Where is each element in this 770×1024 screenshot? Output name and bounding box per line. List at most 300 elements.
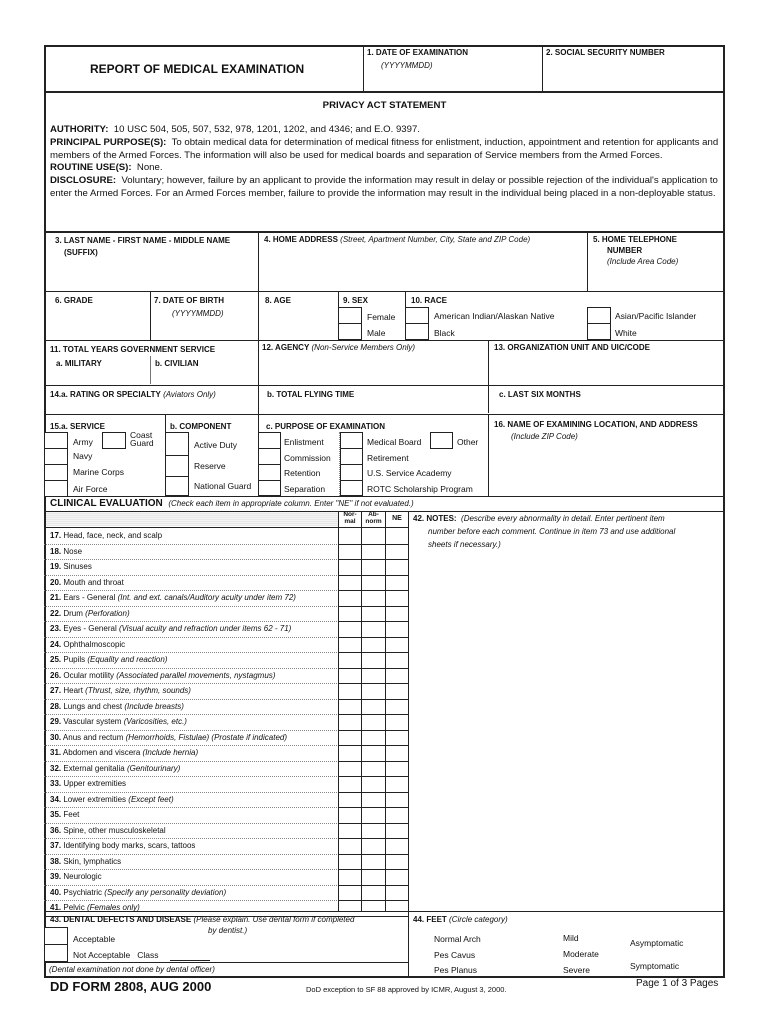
component-guard-checkbox[interactable]	[165, 476, 189, 496]
clinical-item-row	[46, 714, 339, 730]
service-army-checkbox[interactable]	[44, 432, 68, 449]
purpose-academy-label: U.S. Service Academy	[367, 468, 452, 478]
item-text: Lungs and chest	[63, 701, 123, 711]
sex-female-checkbox[interactable]	[338, 307, 362, 324]
item-normal-checkbox[interactable]	[339, 637, 361, 653]
item-number: 37.	[50, 841, 62, 850]
divider	[44, 231, 725, 233]
item-ne-checkbox[interactable]	[386, 575, 408, 591]
feet-severe[interactable]: Severe	[563, 965, 590, 975]
military-years-input[interactable]	[46, 370, 149, 384]
item-abnormal-checkbox[interactable]	[362, 683, 385, 699]
item-ne-checkbox[interactable]	[386, 761, 408, 777]
item-number: 24.	[50, 639, 62, 649]
col-ne: NE	[392, 515, 402, 522]
item-number: 33.	[50, 779, 62, 788]
field-5-label: 5. HOME TELEPHONE	[593, 235, 678, 244]
item-number: 36.	[50, 825, 62, 835]
component-reserve-checkbox[interactable]	[165, 455, 189, 477]
item-normal-checkbox[interactable]	[339, 776, 361, 792]
field-15b-label: b. COMPONENT	[170, 422, 232, 431]
item-abnormal-checkbox[interactable]	[362, 590, 385, 606]
item-normal-checkbox[interactable]	[339, 714, 361, 730]
clinical-item-row	[46, 776, 339, 792]
item-normal-checkbox[interactable]	[339, 590, 361, 606]
privacy-title: PRIVACY ACT STATEMENT	[322, 100, 447, 111]
item-text: External genitalia	[63, 763, 125, 773]
item-number: 27.	[50, 686, 62, 695]
dental-hint-2: by dentist.)	[208, 926, 248, 935]
item-ne-checkbox[interactable]	[386, 714, 408, 730]
ssn-input[interactable]	[544, 60, 722, 91]
field-13-label: 13. ORGANIZATION UNIT AND UIC/CODE	[494, 343, 651, 352]
form-id: DD FORM 2808, AUG 2000	[50, 979, 212, 994]
divider	[488, 414, 489, 496]
flying-time-input[interactable]	[260, 400, 487, 413]
race-white-checkbox[interactable]	[587, 323, 611, 340]
age-input[interactable]	[260, 308, 337, 339]
item-number: 30.	[50, 732, 62, 742]
clinical-item-row	[46, 838, 339, 854]
dental-not-acceptable-checkbox[interactable]	[44, 944, 68, 962]
item-number: 38.	[50, 856, 62, 866]
purpose-retention-checkbox[interactable]	[258, 464, 281, 481]
home-address-input[interactable]	[260, 248, 586, 290]
clinical-item-row	[46, 668, 339, 684]
item-ne-checkbox[interactable]	[386, 745, 408, 761]
divider	[44, 91, 725, 93]
field-10-label: 10. RACE	[411, 296, 448, 305]
field-16-hint: (Include ZIP Code)	[511, 432, 578, 441]
item-text: Mouth and throat	[63, 577, 124, 587]
race-asian-label: Asian/Pacific Islander	[615, 311, 697, 321]
item-ne-checkbox[interactable]	[386, 854, 408, 870]
service-navy-label: Navy	[73, 451, 93, 461]
purpose-medical-board-label: Medical Board	[367, 437, 422, 447]
item-ne-checkbox[interactable]	[386, 683, 408, 699]
item-normal-checkbox[interactable]	[339, 699, 361, 715]
item-hint: (Include hernia)	[142, 748, 199, 757]
name-input[interactable]	[46, 260, 257, 290]
item-text: Ears - General	[63, 593, 116, 602]
item-abnormal-checkbox[interactable]	[362, 699, 385, 715]
purpose-medical-board-checkbox[interactable]	[340, 432, 363, 449]
item-number: 25.	[50, 655, 62, 664]
item-normal-checkbox[interactable]	[339, 807, 361, 823]
service-marine-label: Marine Corps	[73, 467, 125, 477]
purpose-rotc-checkbox[interactable]	[340, 480, 363, 496]
item-text: Psychiatric	[63, 887, 103, 897]
item-normal-checkbox[interactable]	[339, 544, 361, 560]
item-hint: (Equality and reaction)	[87, 655, 168, 664]
routine-label: ROUTINE USE(S):	[50, 162, 132, 174]
component-active-label: Active Duty	[194, 440, 237, 450]
item-normal-checkbox[interactable]	[339, 869, 361, 885]
notes-hint-1: (Describe every abnormality in detail. Enter pertinent item	[461, 514, 665, 523]
item-hint: (Thrust, size, rhythm, sounds)	[85, 686, 191, 695]
item-abnormal-checkbox[interactable]	[362, 885, 385, 901]
field-11a-label: a. MILITARY	[56, 359, 102, 368]
item-hint: (Int. and ext. canals/Auditory acuity under item 72)	[117, 593, 296, 602]
item-text: Upper extremities	[63, 779, 127, 788]
item-ne-checkbox[interactable]	[386, 559, 408, 575]
notes-hint-3: sheets if necessary.)	[428, 540, 501, 549]
race-american-indian-checkbox[interactable]	[405, 307, 429, 324]
item-number: 20.	[50, 577, 62, 587]
purpose-academy-checkbox[interactable]	[340, 464, 363, 481]
feet-symptomatic[interactable]: Symptomatic	[630, 961, 680, 971]
sex-male-label: Male	[367, 328, 386, 338]
clinical-instructions: (Check each item in appropriate column. Enter "NE" if not evaluated.)	[168, 499, 414, 508]
item-abnormal-checkbox[interactable]	[362, 575, 385, 591]
purpose-retention-label: Retention	[284, 468, 321, 478]
item-number: 40.	[50, 887, 62, 897]
divider	[44, 340, 725, 341]
race-black-label: Black	[434, 328, 455, 338]
clinical-item-row	[46, 528, 339, 544]
field-3-sub: (SUFFIX)	[64, 248, 98, 257]
clinical-item-row	[46, 606, 339, 622]
divider	[44, 911, 725, 912]
privacy-statement	[50, 124, 722, 201]
item-number: 18.	[50, 546, 62, 556]
item-normal-checkbox[interactable]	[339, 823, 361, 839]
item-normal-checkbox[interactable]	[339, 761, 361, 777]
dental-class-input[interactable]	[170, 958, 210, 961]
field-14a-hint: (Aviators Only)	[163, 390, 216, 399]
item-normal-checkbox[interactable]	[339, 792, 361, 808]
feet-moderate[interactable]: Moderate	[563, 949, 599, 959]
divider	[488, 340, 489, 413]
clinical-item-row	[46, 683, 339, 699]
field-5-hint: (Include Area Code)	[607, 257, 679, 266]
item-ne-checkbox[interactable]	[386, 528, 408, 544]
item-normal-checkbox[interactable]	[339, 528, 361, 544]
field-5-label2: NUMBER	[607, 246, 643, 255]
item-abnormal-checkbox[interactable]	[362, 869, 385, 885]
purpose-enlistment-checkbox[interactable]	[258, 432, 281, 449]
col-abnorm-1: Ab-	[368, 511, 379, 518]
item-ne-checkbox[interactable]	[386, 621, 408, 637]
item-hint: (Include breasts)	[124, 701, 184, 711]
item-ne-checkbox[interactable]	[386, 730, 408, 746]
dental-footnote: (Dental examination not done by dental officer)	[49, 965, 215, 974]
item-number: 17.	[50, 531, 62, 540]
feet-normal-arch[interactable]: Normal Arch	[434, 934, 481, 944]
organization-input[interactable]	[490, 355, 722, 384]
race-black-checkbox[interactable]	[405, 323, 429, 340]
item-number: 21.	[50, 593, 62, 602]
feet-mild[interactable]: Mild	[563, 933, 579, 943]
race-american-indian-label: American Indian/Alaskan Native	[434, 311, 555, 321]
item-normal-checkbox[interactable]	[339, 621, 361, 637]
clinical-item-row	[46, 792, 339, 808]
item-number: 28.	[50, 701, 62, 711]
divider	[408, 511, 409, 976]
item-abnormal-checkbox[interactable]	[362, 730, 385, 746]
item-text: Skin, lymphatics	[63, 856, 122, 866]
item-abnormal-checkbox[interactable]	[362, 637, 385, 653]
component-guard-label: National Guard	[194, 481, 252, 491]
clinical-item-row	[46, 699, 339, 715]
purpose-rotc-label: ROTC Scholarship Program	[367, 484, 473, 494]
date-of-exam-label: 1. DATE OF EXAMINATION	[367, 48, 469, 57]
disclosure-label: DISCLOSURE:	[50, 175, 117, 187]
field-6-label: 6. GRADE	[55, 296, 93, 305]
clinical-item-row	[46, 575, 339, 591]
date-of-exam-hint: (YYYYMMDD)	[381, 61, 433, 70]
item-abnormal-checkbox[interactable]	[362, 807, 385, 823]
divider	[587, 231, 588, 291]
item-normal-checkbox[interactable]	[339, 668, 361, 684]
field-14b-label: b. TOTAL FLYING TIME	[267, 390, 355, 399]
service-army-label: Army	[73, 437, 93, 447]
item-normal-checkbox[interactable]	[339, 885, 361, 901]
item-text: Feet	[63, 810, 80, 819]
item-abnormal-checkbox[interactable]	[362, 528, 385, 544]
authority-label: AUTHORITY:	[50, 124, 109, 135]
item-abnormal-checkbox[interactable]	[362, 621, 385, 637]
item-ne-checkbox[interactable]	[386, 637, 408, 653]
item-abnormal-checkbox[interactable]	[362, 745, 385, 761]
col-abnorm-2: norm	[365, 517, 382, 525]
item-number: 26.	[50, 670, 62, 680]
item-normal-checkbox[interactable]	[339, 559, 361, 575]
item-text: Drum	[63, 608, 83, 618]
field-15c-label: c. PURPOSE OF EXAMINATION	[266, 422, 385, 431]
examining-location-input[interactable]	[490, 444, 722, 495]
clinical-item-row	[46, 544, 339, 560]
item-ne-checkbox[interactable]	[386, 869, 408, 885]
dental-hint-1: (Please explain. Use dental form if completed	[193, 915, 355, 924]
item-abnormal-checkbox[interactable]	[362, 776, 385, 792]
field-3-label: 3. LAST NAME - FIRST NAME - MIDDLE NAME	[55, 236, 231, 245]
item-abnormal-checkbox[interactable]	[362, 559, 385, 575]
purpose-other-label: Other	[457, 437, 479, 447]
service-airforce-checkbox[interactable]	[44, 480, 68, 497]
component-reserve-label: Reserve	[194, 461, 226, 471]
divider	[44, 962, 409, 963]
item-hint: (Hemorrhoids, Fistulae) (Prostate if indicated)	[125, 732, 288, 742]
purpose-separation-checkbox[interactable]	[258, 480, 281, 496]
field-11b-label: b. CIVILIAN	[155, 359, 199, 368]
service-coast-label: Coast	[130, 430, 153, 440]
field-7-hint: (YYYYMMDD)	[172, 309, 224, 318]
sex-female-label: Female	[367, 312, 396, 322]
item-normal-checkbox[interactable]	[339, 652, 361, 668]
item-text: Ophthalmoscopic	[63, 639, 126, 649]
purpose-other-checkbox[interactable]	[430, 432, 453, 449]
grade-input[interactable]	[46, 308, 149, 339]
item-hint: (Specify any personality deviation)	[104, 887, 227, 897]
item-text: Vascular system	[63, 717, 122, 726]
field-15a-label: 15.a. SERVICE	[50, 422, 105, 431]
item-text: Nose	[63, 546, 83, 556]
clinical-item-row	[46, 885, 339, 901]
clinical-item-row	[46, 637, 339, 653]
notes-hint-2: number before each comment. Continue in item 73 and use additional	[428, 527, 676, 536]
purpose-retirement-checkbox[interactable]	[340, 448, 363, 465]
service-coast-guard-checkbox[interactable]	[102, 432, 126, 449]
item-hint: (Genitourinary)	[126, 763, 181, 773]
item-ne-checkbox[interactable]	[386, 838, 408, 854]
header-shade	[46, 512, 338, 526]
feet-label: 44. FEET	[413, 915, 447, 924]
date-of-birth-input[interactable]	[152, 320, 257, 339]
clinical-item-row	[46, 730, 339, 746]
race-asian-checkbox[interactable]	[587, 307, 611, 324]
divider	[44, 385, 725, 386]
item-ne-checkbox[interactable]	[386, 544, 408, 560]
clinical-item-row	[46, 761, 339, 777]
form-title: REPORT OF MEDICAL EXAMINATION	[90, 62, 305, 76]
item-hint: (Perforation)	[85, 608, 130, 618]
item-text: Pelvic	[63, 903, 85, 912]
item-ne-checkbox[interactable]	[386, 652, 408, 668]
home-phone-input[interactable]	[589, 268, 722, 290]
field-11-label: 11. TOTAL YEARS GOVERNMENT SERVICE	[50, 345, 216, 354]
field-16-label: 16. NAME OF EXAMINING LOCATION, AND ADDRESS	[494, 420, 698, 429]
purpose-commission-label: Commission	[284, 453, 331, 463]
feet-pes-planus[interactable]: Pes Planus	[434, 965, 477, 975]
item-number: 32.	[50, 763, 62, 773]
sex-male-checkbox[interactable]	[338, 323, 362, 340]
dental-acceptable-checkbox[interactable]	[44, 927, 68, 945]
purpose-text: To obtain medical data for determination of medical fitness for enlistment, induction, appointment and retention for applicants and members of the Armed Forces. The information will also be used for medical boards and separation of Service members from the Armed Forces.	[50, 136, 719, 161]
purpose-commission-checkbox[interactable]	[258, 448, 281, 465]
feet-pes-cavus[interactable]: Pes Cavus	[434, 950, 476, 960]
clinical-item-row	[46, 807, 339, 823]
item-hint: (Varicosities, etc.)	[123, 717, 187, 726]
item-ne-checkbox[interactable]	[386, 668, 408, 684]
item-ne-checkbox[interactable]	[386, 823, 408, 839]
service-marine-checkbox[interactable]	[44, 464, 68, 481]
item-ne-checkbox[interactable]	[386, 792, 408, 808]
service-airforce-label: Air Force	[73, 484, 108, 494]
clinical-item-row	[46, 823, 339, 839]
last-six-months-input[interactable]	[490, 400, 722, 413]
item-text: Spine, other musculoskeletal	[63, 825, 166, 835]
rating-input[interactable]	[46, 400, 257, 413]
item-number: 34.	[50, 794, 62, 804]
item-hint: (Females only)	[86, 903, 140, 912]
field-4-label: 4. HOME ADDRESS	[264, 235, 338, 244]
frame-top	[44, 45, 725, 47]
item-ne-checkbox[interactable]	[386, 885, 408, 901]
clinical-title: CLINICAL EVALUATION	[50, 498, 163, 509]
civilian-years-input[interactable]	[152, 370, 257, 384]
item-text: Pupils	[63, 655, 86, 664]
item-text: Eyes - General	[63, 624, 117, 633]
clinical-item-row	[46, 745, 339, 761]
item-ne-checkbox[interactable]	[386, 807, 408, 823]
clinical-item-row	[46, 652, 339, 668]
field-14a-label: 14.a. RATING OR SPECIALTY	[50, 390, 161, 399]
item-text: Neurologic	[63, 872, 102, 881]
agency-input[interactable]	[260, 355, 487, 384]
item-number: 29.	[50, 717, 62, 726]
item-abnormal-checkbox[interactable]	[362, 900, 385, 916]
dental-label: 43. DENTAL DEFECTS AND DISEASE	[50, 915, 192, 924]
item-text: Identifying body marks, scars, tattoos	[63, 841, 196, 850]
item-abnormal-checkbox[interactable]	[362, 652, 385, 668]
notes-textarea[interactable]	[410, 552, 722, 910]
item-normal-checkbox[interactable]	[339, 745, 361, 761]
field-12-label: 12. AGENCY	[262, 343, 310, 352]
form-exception-note: DoD exception to SF 88 approved by ICMR, August 3, 2000.	[306, 985, 507, 994]
item-normal-checkbox[interactable]	[339, 900, 361, 916]
divider	[44, 291, 725, 292]
clinical-item-row	[46, 559, 339, 575]
item-abnormal-checkbox[interactable]	[362, 761, 385, 777]
field-12-hint: (Non-Service Members Only)	[311, 343, 416, 352]
date-of-exam-input[interactable]	[364, 72, 541, 91]
divider	[150, 356, 151, 384]
purpose-retirement-label: Retirement	[367, 453, 409, 463]
item-ne-checkbox[interactable]	[386, 900, 408, 916]
field-8-label: 8. AGE	[265, 296, 291, 305]
item-abnormal-checkbox[interactable]	[362, 714, 385, 730]
purpose-separation-label: Separation	[284, 484, 326, 494]
clinical-item-row	[46, 590, 339, 606]
clinical-item-row	[46, 854, 339, 870]
item-abnormal-checkbox[interactable]	[362, 606, 385, 622]
item-ne-checkbox[interactable]	[386, 699, 408, 715]
field-4-hint: (Street, Apartment Number, City, State and ZIP Code)	[340, 235, 531, 244]
item-normal-checkbox[interactable]	[339, 683, 361, 699]
item-number: 22.	[50, 608, 62, 618]
field-7-label: 7. DATE OF BIRTH	[154, 296, 225, 305]
item-abnormal-checkbox[interactable]	[362, 854, 385, 870]
divider	[44, 414, 725, 415]
item-normal-checkbox[interactable]	[339, 854, 361, 870]
service-guard-label: Guard	[130, 438, 154, 448]
purpose-enlistment-label: Enlistment	[284, 437, 324, 447]
item-ne-checkbox[interactable]	[386, 606, 408, 622]
item-text: Anus and rectum	[62, 732, 124, 742]
item-abnormal-checkbox[interactable]	[362, 823, 385, 839]
item-text: Abdomen and viscera	[62, 748, 141, 757]
item-ne-checkbox[interactable]	[386, 590, 408, 606]
feet-hint: (Circle category)	[449, 915, 508, 924]
item-number: 19.	[50, 562, 62, 571]
feet-asymptomatic[interactable]: Asymptomatic	[630, 938, 684, 948]
item-ne-checkbox[interactable]	[386, 776, 408, 792]
item-abnormal-checkbox[interactable]	[362, 838, 385, 854]
item-normal-checkbox[interactable]	[339, 730, 361, 746]
dental-not-acceptable-label: Not Acceptable Class	[73, 950, 159, 960]
disclosure-text: Voluntary; however, failure by an applicant to provide the information may result in delay or possible rejection of the individual's application to enter the Armed Forces. For an Armed Forces member, failure to provide the information may result in the individual being placed in a non-deployable status.	[50, 175, 718, 199]
item-number: 41.	[50, 903, 62, 912]
item-normal-checkbox[interactable]	[339, 575, 361, 591]
ssn-label: 2. SOCIAL SECURITY NUMBER	[546, 48, 665, 57]
component-active-checkbox[interactable]	[165, 432, 189, 456]
item-text: Sinuses	[63, 562, 92, 571]
divider	[542, 45, 543, 92]
item-abnormal-checkbox[interactable]	[362, 544, 385, 560]
page-indicator: Page 1 of 3 Pages	[636, 978, 719, 989]
item-abnormal-checkbox[interactable]	[362, 792, 385, 808]
item-text: Heart	[63, 686, 83, 695]
item-normal-checkbox[interactable]	[339, 606, 361, 622]
dental-acceptable-label: Acceptable	[73, 934, 116, 944]
item-abnormal-checkbox[interactable]	[362, 668, 385, 684]
service-navy-checkbox[interactable]	[44, 448, 68, 465]
purpose-label: PRINCIPAL PURPOSE(S):	[50, 136, 167, 148]
item-hint: (Associated parallel movements, nystagmus)	[116, 670, 276, 680]
item-normal-checkbox[interactable]	[339, 838, 361, 854]
item-text: Ocular motility	[63, 670, 115, 680]
